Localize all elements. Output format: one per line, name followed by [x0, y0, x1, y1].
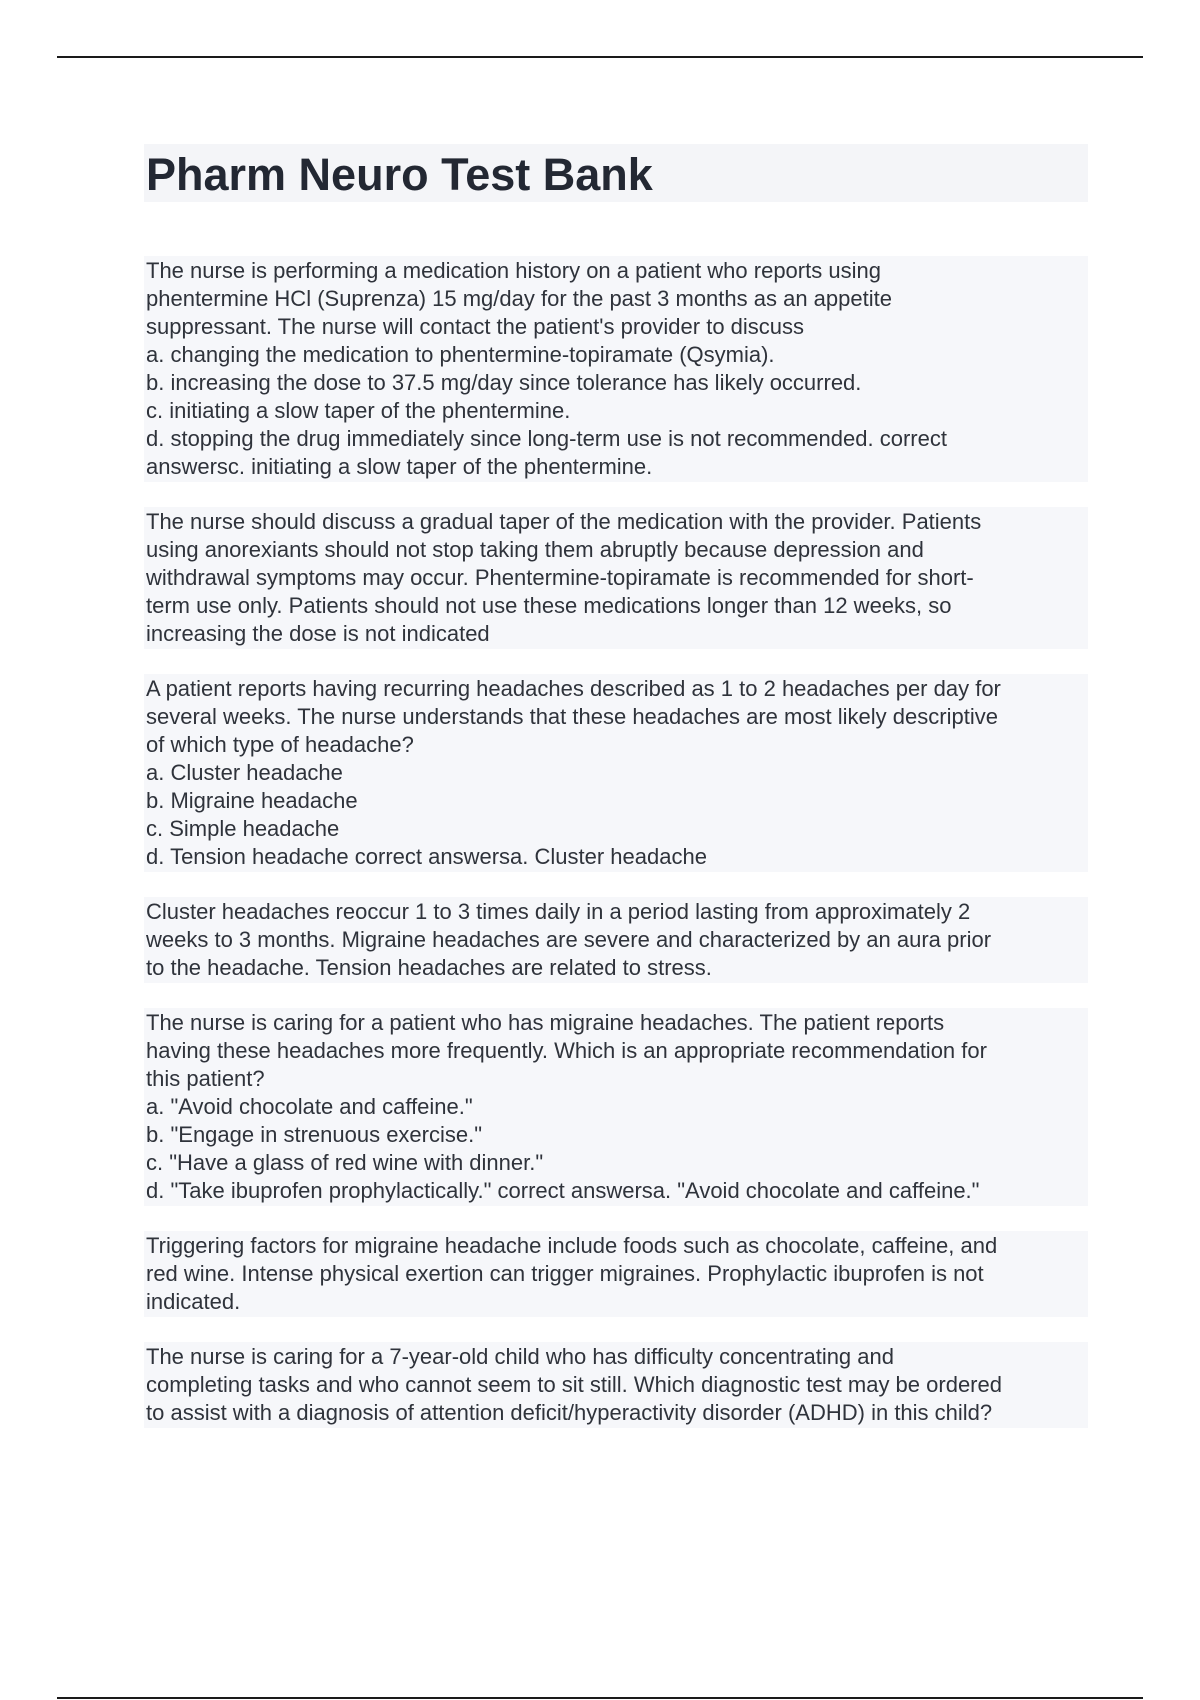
text-line: answersc. initiating a slow taper of the phentermine. — [146, 454, 653, 479]
text-line: increasing the dose is not indicated — [146, 621, 490, 646]
question-block — [144, 1008, 1088, 1206]
text-line: withdrawal symptoms may occur. Phentermine-topiramate is recommended for short- — [146, 565, 974, 590]
top-rule — [57, 56, 1143, 58]
text-line: The nurse is caring for a 7-year-old child who has difficulty concentrating and — [146, 1344, 894, 1369]
document-body — [144, 256, 1088, 1453]
text-line: phentermine HCl (Suprenza) 15 mg/day for the past 3 months as an appetite — [146, 286, 892, 311]
text-line: c. Simple headache — [146, 816, 340, 841]
text-line: to assist with a diagnosis of attention deficit/hyperactivity disorder (ADHD) in this child? — [146, 1400, 993, 1425]
text-line: Triggering factors for migraine headache include foods such as chocolate, caffeine, and — [146, 1233, 998, 1258]
text-line: red wine. Intense physical exertion can trigger migraines. Prophylactic ibuprofen is not — [146, 1261, 984, 1286]
rationale-block — [144, 1231, 1088, 1317]
text-line: a. changing the medication to phentermine-topiramate (Qsymia). — [146, 342, 775, 367]
text-line: Cluster headaches reoccur 1 to 3 times daily in a period lasting from approximately 2 — [146, 899, 971, 924]
question-block — [144, 256, 1088, 482]
text-line: term use only. Patients should not use these medications longer than 12 weeks, so — [146, 593, 952, 618]
text-line: The nurse is performing a medication history on a patient who reports using — [146, 258, 881, 283]
text-line: b. "Engage in strenuous exercise." — [146, 1122, 483, 1147]
text-line: suppressant. The nurse will contact the patient's provider to discuss — [146, 314, 805, 339]
text-line: b. increasing the dose to 37.5 mg/day since tolerance has likely occurred. — [146, 370, 862, 395]
text-line: c. initiating a slow taper of the phentermine. — [146, 398, 571, 423]
text-line: d. stopping the drug immediately since long-term use is not recommended. correct — [146, 426, 947, 451]
text-line: to the headache. Tension headaches are related to stress. — [146, 955, 712, 980]
text-line: The nurse is caring for a patient who has migraine headaches. The patient reports — [146, 1010, 945, 1035]
text-line: indicated. — [146, 1289, 241, 1314]
text-line: completing tasks and who cannot seem to sit still. Which diagnostic test may be ordered — [146, 1372, 1002, 1397]
text-line: b. Migraine headache — [146, 788, 358, 813]
text-line: having these headaches more frequently. Which is an appropriate recommendation for — [146, 1038, 987, 1063]
text-line: using anorexiants should not stop taking them abruptly because depression and — [146, 537, 924, 562]
text-line: this patient? — [146, 1066, 265, 1091]
document-title: Pharm Neuro Test Bank — [146, 149, 653, 200]
text-line: d. Tension headache correct answersa. Cluster headache — [146, 844, 707, 869]
text-line: A patient reports having recurring headaches described as 1 to 2 headaches per day for — [146, 676, 1001, 701]
bottom-rule — [57, 1697, 1143, 1699]
text-line: d. "Take ibuprofen prophylactically." correct answersa. "Avoid chocolate and caffeine." — [146, 1178, 980, 1203]
text-line: c. "Have a glass of red wine with dinner." — [146, 1150, 544, 1175]
text-line: of which type of headache? — [146, 732, 414, 757]
rationale-block — [144, 897, 1088, 983]
text-line: weeks to 3 months. Migraine headaches are severe and characterized by an aura prior — [146, 927, 992, 952]
text-line: a. Cluster headache — [146, 760, 343, 785]
text-line: a. "Avoid chocolate and caffeine." — [146, 1094, 473, 1119]
text-line: The nurse should discuss a gradual taper of the medication with the provider. Patients — [146, 509, 982, 534]
rationale-block — [144, 507, 1088, 649]
question-block — [144, 674, 1088, 872]
question-block — [144, 1342, 1088, 1428]
text-line: several weeks. The nurse understands that these headaches are most likely descriptive — [146, 704, 998, 729]
